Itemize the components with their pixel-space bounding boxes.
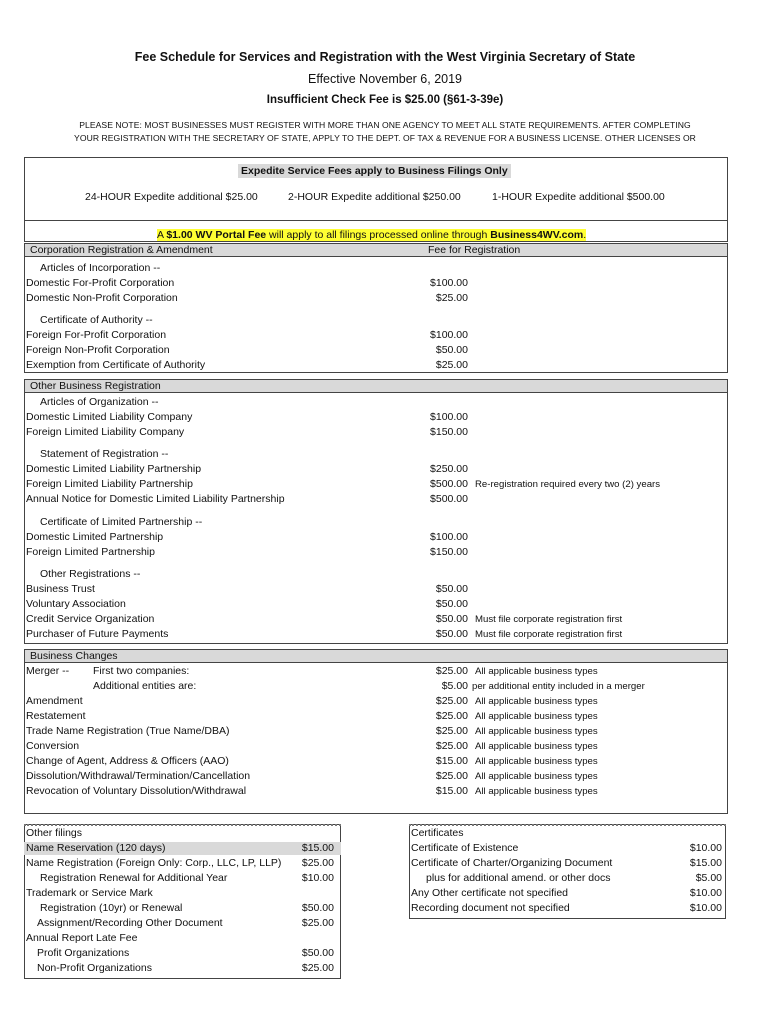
trade-name-note: All applicable business types — [475, 726, 598, 737]
assignment-recording-fee: $25.00 — [301, 917, 334, 929]
certificates-header: Certificates — [411, 827, 464, 839]
name-reservation-fee: $15.00 — [301, 842, 334, 854]
trade-name: Trade Name Registration (True Name/DBA) — [26, 725, 230, 737]
future-payments-fee: $50.00 — [435, 628, 468, 640]
name-reservation: Name Reservation (120 days) — [26, 842, 166, 854]
domestic-for-profit: Domestic For-Profit Corporation — [26, 277, 175, 289]
trade-name-fee: $25.00 — [435, 725, 468, 737]
corp-header-bar — [24, 243, 728, 257]
domestic-non-profit-fee: $25.00 — [435, 292, 468, 304]
business-trust: Business Trust — [26, 583, 95, 595]
certificates-top-border — [409, 824, 726, 826]
merger-first: First two companies: — [93, 665, 190, 677]
foreign-non-profit-fee: $50.00 — [435, 344, 468, 356]
domestic-llp-fee: $250.00 — [430, 463, 468, 475]
conversion: Conversion — [26, 740, 80, 752]
domestic-non-profit: Domestic Non-Profit Corporation — [26, 292, 178, 304]
other-filings-top-border — [24, 824, 341, 826]
portal-site: Business4WV.com — [490, 229, 584, 241]
domestic-for-profit-fee: $100.00 — [430, 277, 468, 289]
organization-label: Articles of Organization -- — [40, 396, 159, 408]
credit-service-fee: $50.00 — [435, 613, 468, 625]
credit-service: Credit Service Organization — [26, 613, 155, 625]
recording-document: Recording document not specified — [411, 902, 570, 914]
corp-header: Corporation Registration & Amendment — [30, 244, 213, 256]
revocation: Revocation of Voluntary Dissolution/Withdrawal — [26, 785, 247, 797]
portal-fee: $1.00 WV Portal Fee — [166, 229, 267, 241]
domestic-lp-fee: $100.00 — [430, 531, 468, 543]
restatement-note: All applicable business types — [475, 711, 598, 722]
incorporation-label: Articles of Incorporation -- — [40, 262, 161, 274]
non-profit-organizations-fee: $25.00 — [301, 962, 334, 974]
annual-report-late-fee: Annual Report Late Fee — [26, 932, 138, 944]
statement-label: Statement of Registration -- — [40, 448, 169, 460]
foreign-for-profit: Foreign For-Profit Corporation — [26, 329, 167, 341]
revocation-fee: $15.00 — [435, 785, 468, 797]
profit-organizations: Profit Organizations — [37, 947, 130, 959]
conversion-note: All applicable business types — [475, 741, 598, 752]
lp-label: Certificate of Limited Partnership -- — [40, 516, 203, 528]
other-filings-header: Other filings — [26, 827, 83, 839]
future-payments: Purchaser of Future Payments — [26, 628, 169, 640]
trademark-registration: Registration (10yr) or Renewal — [40, 902, 183, 914]
portal-end: . — [583, 229, 587, 241]
amendment-note: All applicable business types — [475, 696, 598, 707]
fee-header: Fee for Registration — [428, 244, 521, 256]
note-line-1: PLEASE NOTE: MOST BUSINESSES MUST REGISTER WITH MORE THAN ONE AGENCY TO MEET ALL STATE REQUIREMENTS. AFTER COMPLETING — [79, 120, 691, 130]
foreign-lp: Foreign Limited Partnership — [26, 546, 155, 558]
dissolution: Dissolution/Withdrawal/Termination/Cancellation — [26, 770, 251, 782]
amendment: Amendment — [26, 695, 83, 707]
trademark: Trademark or Service Mark — [26, 887, 153, 899]
changes-header: Business Changes — [24, 649, 728, 663]
authority-label: Certificate of Authority -- — [40, 314, 153, 326]
foreign-llc: Foreign Limited Liability Company — [26, 426, 185, 438]
future-payments-note: Must file corporate registration first — [475, 629, 623, 640]
additional-amend: plus for additional amend. or other docs — [426, 872, 611, 884]
registration-renewal: Registration Renewal for Additional Year — [40, 872, 228, 884]
foreign-llc-fee: $150.00 — [430, 426, 468, 438]
restatement: Restatement — [26, 710, 86, 722]
foreign-for-profit-fee: $100.00 — [430, 329, 468, 341]
foreign-non-profit: Foreign Non-Profit Corporation — [26, 344, 170, 356]
trademark-registration-fee: $50.00 — [301, 902, 334, 914]
domestic-lp: Domestic Limited Partnership — [26, 531, 164, 543]
certificate-of-existence-fee: $10.00 — [689, 842, 722, 854]
domestic-llc-fee: $100.00 — [430, 411, 468, 423]
dissolution-fee: $25.00 — [435, 770, 468, 782]
dissolution-note: All applicable business types — [475, 771, 598, 782]
expedite-2-hour: 2-HOUR Expedite additional $250.00 — [288, 191, 461, 203]
portal-mid: will apply to all filings processed online through — [266, 229, 491, 241]
page-title: Fee Schedule for Services and Registration with the West Virginia Secretary of State — [134, 50, 636, 64]
domestic-llc: Domestic Limited Liability Company — [26, 411, 193, 423]
foreign-llp-note: Re-registration required every two (2) years — [475, 479, 661, 490]
non-profit-organizations: Non-Profit Organizations — [37, 962, 152, 974]
amendment-fee: $25.00 — [435, 695, 468, 707]
assignment-recording: Assignment/Recording Other Document — [37, 917, 223, 929]
certificate-of-charter-fee: $15.00 — [689, 857, 722, 869]
divider — [24, 220, 728, 221]
annual-llp-fee: $500.00 — [430, 493, 468, 505]
other-biz-header: Other Business Registration — [24, 379, 728, 393]
merger-additional: Additional entities are: — [93, 680, 197, 692]
profit-organizations-fee: $50.00 — [301, 947, 334, 959]
domestic-llp: Domestic Limited Liability Partnership — [26, 463, 202, 475]
name-registration: Name Registration (Foreign Only: Corp., LLC, LP, LLP) — [26, 857, 282, 869]
other-certificate-fee: $10.00 — [689, 887, 722, 899]
expedite-header: Expedite Service Fees apply to Business Filings Only — [238, 164, 511, 178]
merger-additional-fee: $5.00 — [441, 680, 468, 692]
exemption-fee: $25.00 — [435, 359, 468, 371]
portal-pre: A — [157, 229, 167, 241]
change-of-agent-note: All applicable business types — [475, 756, 598, 767]
merger-label: Merger -- — [26, 665, 70, 677]
change-of-agent-fee: $15.00 — [435, 755, 468, 767]
certificate-of-charter: Certificate of Charter/Organizing Document — [411, 857, 613, 869]
revocation-note: All applicable business types — [475, 786, 598, 797]
restatement-fee: $25.00 — [435, 710, 468, 722]
recording-document-fee: $10.00 — [689, 902, 722, 914]
voluntary-association: Voluntary Association — [26, 598, 126, 610]
expedite-1-hour: 1-HOUR Expedite additional $500.00 — [492, 191, 665, 203]
credit-service-note: Must file corporate registration first — [475, 614, 623, 625]
effective-date: Effective November 6, 2019 — [307, 72, 463, 86]
registration-renewal-fee: $10.00 — [301, 872, 334, 884]
exemption: Exemption from Certificate of Authority — [26, 359, 206, 371]
merger-first-fee: $25.00 — [435, 665, 468, 677]
expedite-24-hour: 24-HOUR Expedite additional $25.00 — [85, 191, 258, 203]
merger-additional-note: per additional entity included in a merger — [472, 681, 645, 692]
foreign-lp-fee: $150.00 — [430, 546, 468, 558]
annual-llp: Annual Notice for Domestic Limited Liability Partnership — [26, 493, 285, 505]
conversion-fee: $25.00 — [435, 740, 468, 752]
foreign-llp-fee: $500.00 — [430, 478, 468, 490]
change-of-agent: Change of Agent, Address & Officers (AAO) — [26, 755, 229, 767]
other-certificate: Any Other certificate not specified — [411, 887, 568, 899]
portal-fee-notice — [157, 229, 586, 242]
certificate-of-existence: Certificate of Existence — [411, 842, 519, 854]
business-trust-fee: $50.00 — [435, 583, 468, 595]
foreign-llp: Foreign Limited Liability Partnership — [26, 478, 193, 490]
insufficient-check-fee: Insufficient Check Fee is $25.00 (§61-3-39e) — [266, 94, 504, 106]
other-registrations-label: Other Registrations -- — [40, 568, 141, 580]
additional-amend-fee: $5.00 — [695, 872, 722, 884]
name-registration-fee: $25.00 — [301, 857, 334, 869]
merger-first-note: All applicable business types — [475, 666, 598, 677]
voluntary-association-fee: $50.00 — [435, 598, 468, 610]
note-line-2: YOUR REGISTRATION WITH THE SECRETARY OF STATE, APPLY TO THE DEPT. OF TAX & REVENUE FOR A BUSINESS LICENSE. OTHER LICENSES OR — [74, 133, 696, 143]
